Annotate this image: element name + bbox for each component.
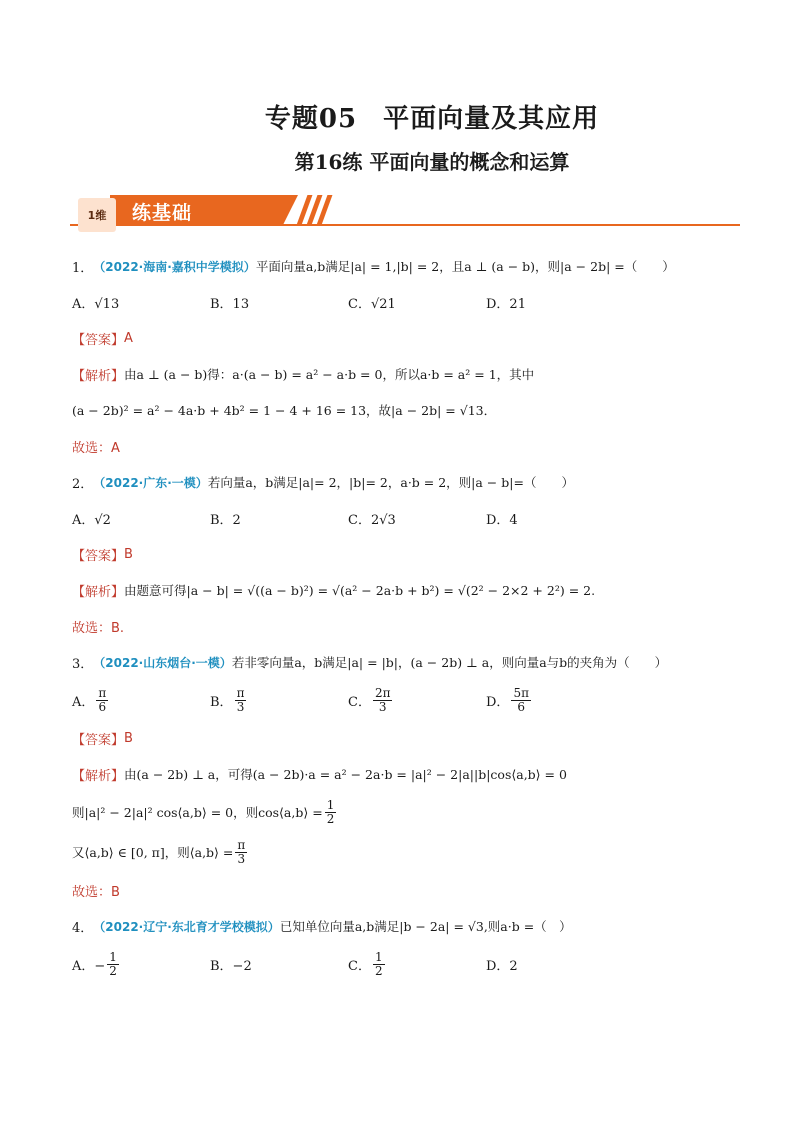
option-a: A．− $\frac{1}{2}$ — [72, 949, 117, 978]
option-c: C．√21 — [348, 296, 396, 312]
question-list — [72, 248, 732, 984]
question-3-answer: 【答案】 B — [72, 730, 133, 748]
option-c: C．2√3 — [348, 512, 396, 528]
section-banner — [70, 186, 740, 236]
question-3-analysis-1: 【解析】 由(a − 2b) ⊥ a，可得(a − 2b)·a = a² − 2a·b = |a|² − 2|a||b|cos⟨a,b⟩ = 0 — [72, 767, 567, 784]
option-a: A．√2 — [72, 512, 111, 528]
option-d: D． $\frac{5\pi}{6}$ — [486, 685, 529, 714]
question-1-answer: 【答案】 A — [72, 330, 133, 348]
question-3-analysis-3: 又⟨a,b⟩ ∈ [0, π]，则⟨a,b⟩ = $\frac{\pi}{3}$ — [72, 837, 246, 866]
question-2-stem: 2． （2022·广东·一模） 若向量a，b满足|a|= 2，|b|= 2，a·b = 2，则|a − b|=（ ） — [72, 475, 574, 492]
question-2-analysis-1: 【解析】 由题意可得|a − b| = √((a − b)²) = √(a² − 2a·b + b²) = √(2² − 2×2 + 2²) = 2. — [72, 583, 596, 600]
question-3-analysis-2: 则|a|² − 2|a|² cos⟨a,b⟩ = 0，则cos⟨a,b⟩ = $\frac{1}{2}$ — [72, 797, 335, 826]
option-c: C． $\frac{1}{2}$ — [348, 949, 383, 978]
question-source: （2022·山东烟台·一模） — [93, 655, 232, 670]
question-source: （2022·海南·嘉积中学模拟） — [93, 259, 256, 274]
question-2-conclusion: 故选：B. — [72, 620, 125, 636]
question-source: （2022·广东·一模） — [93, 475, 208, 490]
page-title — [0, 98, 794, 135]
question-2-answer: 【答案】 B — [72, 546, 133, 564]
question-source: （2022·辽宁·东北育才学校模拟） — [93, 919, 280, 934]
question-1-stem: 1． （2022·海南·嘉积中学模拟） 平面向量a,b满足|a| = 1,|b| = 2，且a ⊥ (a − b)，则|a − 2b| =（ ） — [72, 259, 675, 276]
question-2-options — [72, 500, 732, 536]
option-c: C． $\frac{2\pi}{3}$ — [348, 685, 391, 714]
question-3-stem: 3． （2022·山东烟台·一模） 若非零向量a，b满足|a| = |b|，(a − 2b) ⊥ a，则向量a与b的夹角为（ ） — [72, 655, 668, 672]
question-text: 若向量a，b满足|a|= 2，|b|= 2，a·b = 2，则|a − b|=（ ） — [207, 475, 574, 490]
question-1-options — [72, 284, 732, 320]
page-subtitle: 第16练 平面向量的概念和运算 — [294, 150, 570, 174]
question-3-options — [72, 680, 732, 720]
option-d: D．21 — [486, 296, 526, 312]
option-b: B．−2 — [210, 958, 252, 974]
option-b: B．13 — [210, 296, 250, 312]
option-d: D．2 — [486, 958, 518, 974]
option-b: B．2 — [210, 512, 241, 528]
option-a: A． $\frac{\pi}{6}$ — [72, 685, 107, 714]
level-badge: 1维 — [78, 198, 116, 232]
question-3-conclusion: 故选：B — [72, 884, 120, 900]
option-d: D．4 — [486, 512, 518, 528]
question-4-stem: 4． （2022·辽宁·东北育才学校模拟） 已知单位向量a,b满足|b − 2a| = √3,则a·b =（ ） — [72, 919, 572, 936]
question-4-options — [72, 944, 732, 984]
section-label: 练基础 — [132, 202, 193, 224]
option-b: B． $\frac{\pi}{3}$ — [210, 685, 245, 714]
question-1-analysis-1: 【解析】 由a ⊥ (a − b)得：a·(a − b) = a² − a·b = 0，所以a·b = a² = 1，其中 — [72, 367, 535, 384]
banner-stripes — [296, 195, 336, 225]
option-a: A．√13 — [72, 296, 120, 312]
question-1-analysis-2: (a − 2b)² = a² − 4a·b + 4b² = 1 − 4 + 16 = 13，故|a − 2b| = √13． — [72, 403, 497, 418]
question-text: 已知单位向量a,b满足|b − 2a| = √3,则a·b =（ ） — [279, 919, 572, 934]
question-text: 平面向量a,b满足|a| = 1,|b| = 2，且a ⊥ (a − b)，则|a − 2b| =（ ） — [255, 259, 675, 274]
title-main: 专题05 — [264, 104, 358, 134]
title-topic: 平面向量及其应用 — [383, 104, 600, 134]
question-text: 若非零向量a，b满足|a| = |b|，(a − 2b) ⊥ a，则向量a与b的夹角为（ ） — [231, 655, 668, 670]
question-1-conclusion: 故选：A — [72, 440, 120, 456]
